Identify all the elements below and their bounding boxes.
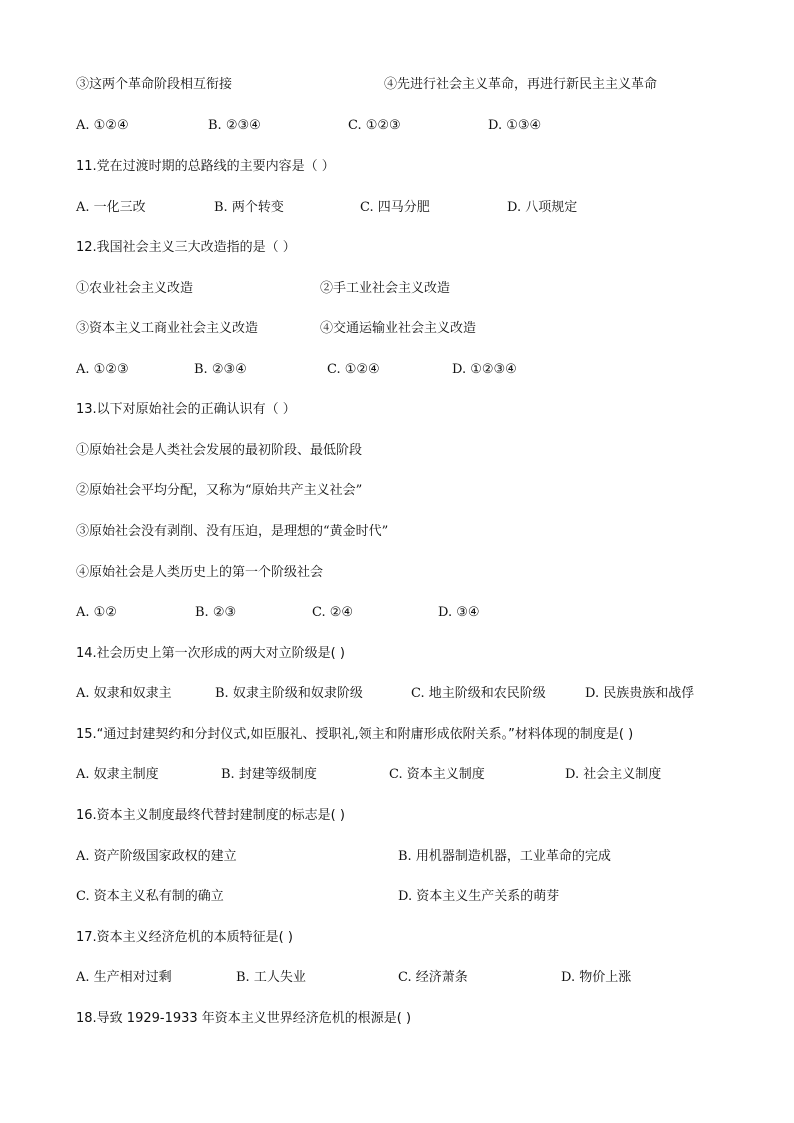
answer-option: C. 四马分肥 [360, 200, 430, 215]
question-text: 16.资本主义制度最终代替封建制度的标志是( ) [76, 808, 345, 823]
answer-option: A. ①②④ [76, 118, 129, 133]
answer-option: C. ①②④ [327, 362, 380, 377]
statement-item: ③原始社会没有剥削、没有压迫，是理想的“黄金时代” [76, 524, 389, 539]
statement-item: ①原始社会是人类社会发展的最初阶段、最低阶段 [76, 443, 363, 458]
answer-option: D. ③④ [438, 605, 480, 620]
answer-option: D. 资本主义生产关系的萌芽 [398, 889, 560, 904]
answer-option: A. 奴隶和奴隶主 [76, 686, 172, 701]
answer-option: B. 两个转变 [214, 200, 284, 215]
answer-option: A. 生产相对过剩 [76, 970, 172, 985]
statement-item: ②手工业社会主义改造 [320, 281, 451, 296]
answer-option: B. 奴隶主阶级和奴隶阶级 [215, 686, 363, 701]
answer-option: B. 用机器制造机器，工业革命的完成 [398, 849, 611, 864]
statement-item: ④原始社会是人类历史上的第一个阶级社会 [76, 565, 324, 580]
statement-item: ④交通运输业社会主义改造 [320, 321, 477, 336]
answer-option: D. ①③④ [488, 118, 542, 133]
answer-option: C. 资本主义私有制的确立 [76, 889, 224, 904]
question-text: 11.党在过渡时期的总路线的主要内容是（ ） [76, 159, 335, 174]
answer-option: D. 民族贵族和战俘 [585, 686, 695, 701]
statement-item: ④先进行社会主义革命，再进行新民主主义革命 [384, 77, 658, 92]
question-text: 18.导致 1929-1933 年资本主义世界经济危机的根源是( ) [76, 1011, 412, 1026]
answer-option: C. ②④ [312, 605, 354, 620]
answer-option: A. 资产阶级国家政权的建立 [76, 849, 237, 864]
answer-option: A. 奴隶主制度 [76, 767, 159, 782]
answer-option: B. ②③ [195, 605, 237, 620]
answer-option: B. ②③④ [194, 362, 247, 377]
statement-item: ③这两个革命阶段相互衔接 [76, 77, 233, 92]
statement-item: ③资本主义工商业社会主义改造 [76, 321, 259, 336]
answer-option: D. 社会主义制度 [565, 767, 662, 782]
answer-option: C. ①②③ [348, 118, 401, 133]
question-text: 14.社会历史上第一次形成的两大对立阶级是( ) [76, 646, 345, 661]
answer-option: A. ①②③ [76, 362, 129, 377]
statement-item: ②原始社会平均分配，又称为“原始共产主义社会” [76, 483, 363, 498]
question-text: 13.以下对原始社会的正确认识有（ ） [76, 402, 296, 417]
answer-option: D. 八项规定 [507, 200, 578, 215]
answer-option: D. ①②③④ [452, 362, 517, 377]
answer-option: A. ①② [76, 605, 117, 620]
answer-option: D. 物价上涨 [561, 970, 632, 985]
answer-option: B. 工人失业 [236, 970, 306, 985]
question-text: 15.“通过封建契约和分封仪式,如臣服礼、授职礼,领主和附庸形成依附关系。”材料体现的制度是( ) [76, 727, 634, 742]
answer-option: A. 一化三改 [76, 200, 146, 215]
question-text: 12.我国社会主义三大改造指的是（ ） [76, 240, 296, 255]
question-text: 17.资本主义经济危机的本质特征是( ) [76, 930, 293, 945]
statement-item: ①农业社会主义改造 [76, 281, 194, 296]
answer-option: C. 资本主义制度 [389, 767, 485, 782]
answer-option: B. 封建等级制度 [221, 767, 317, 782]
answer-option: C. 地主阶级和农民阶级 [411, 686, 546, 701]
answer-option: B. ②③④ [208, 118, 261, 133]
answer-option: C. 经济萧条 [398, 970, 468, 985]
